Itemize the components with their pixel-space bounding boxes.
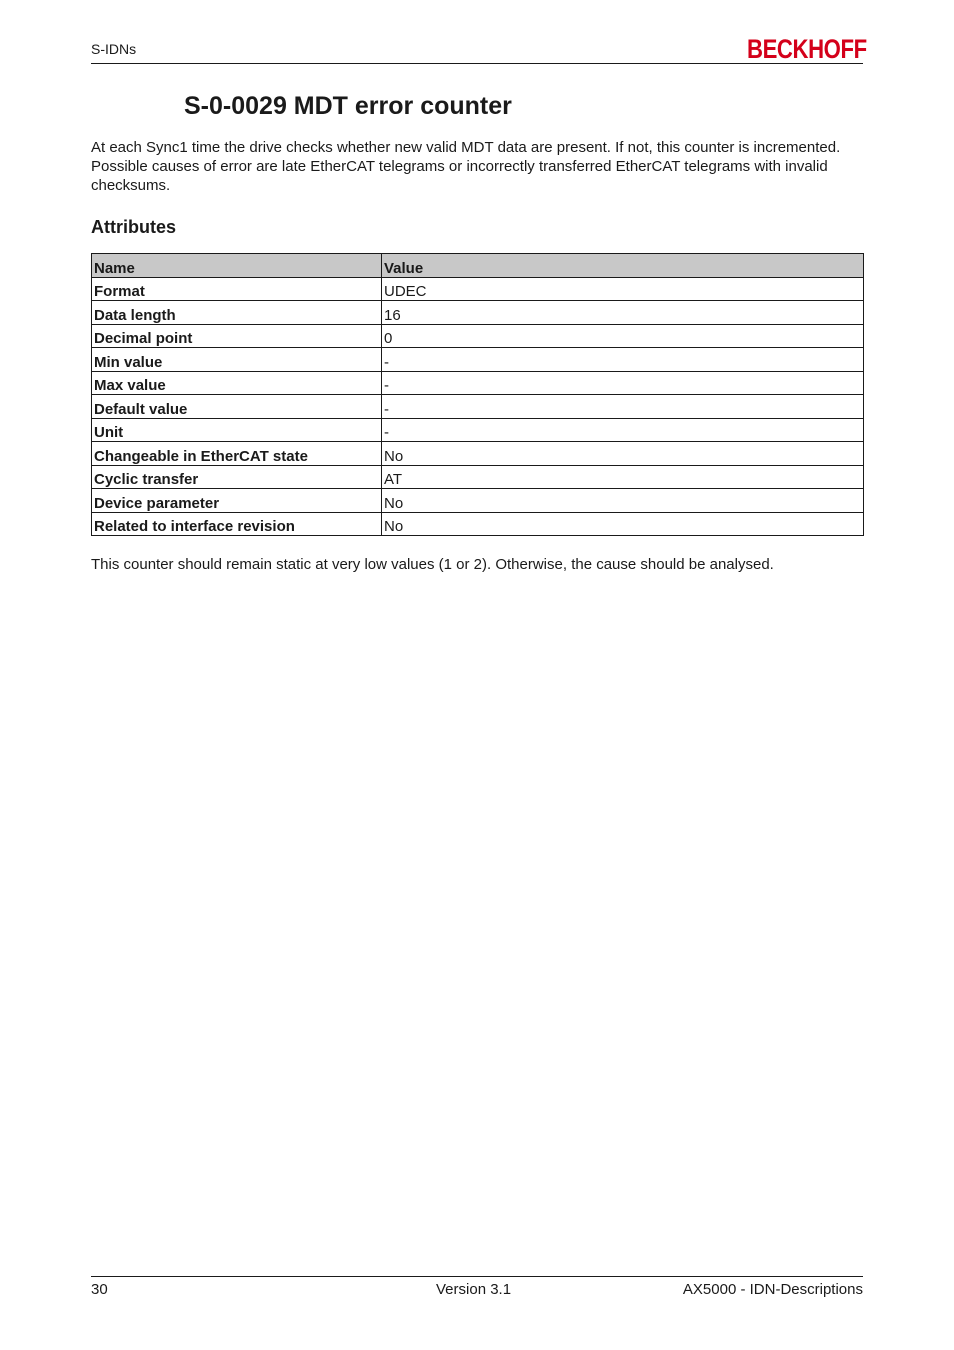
attribute-name: Unit [92, 418, 382, 442]
table-row [92, 348, 864, 372]
attribute-value: - [382, 371, 864, 395]
table-row [92, 465, 864, 489]
document-version: Version 3.1 [436, 1281, 512, 1298]
page-number: 30 [91, 1281, 108, 1298]
attribute-name: Default value [92, 395, 382, 419]
attributes-heading: Attributes [91, 217, 176, 237]
attribute-value: AT [382, 465, 864, 489]
attribute-value: No [382, 442, 864, 466]
attribute-value: 16 [382, 301, 864, 325]
footer-divider [91, 1276, 863, 1277]
header-divider [91, 63, 863, 64]
column-header-value: Value [382, 254, 864, 278]
intro-paragraph: At each Sync1 time the drive checks whether new valid MDT data are present. If not, this counter is incremented. Possible causes of error are late EtherCAT telegrams or incorrectly transferred EtherCAT telegrams with invalid checksums. [91, 139, 841, 194]
attributes-table [91, 253, 864, 536]
attribute-name: Max value [92, 371, 382, 395]
page-title: S-0-0029 MDT error counter [184, 92, 512, 120]
table-row [92, 277, 864, 301]
table-row [92, 442, 864, 466]
attribute-value: UDEC [382, 277, 864, 301]
column-header-name: Name [92, 254, 382, 278]
attribute-value: 0 [382, 324, 864, 348]
attribute-value: - [382, 348, 864, 372]
document-title: AX5000 - IDN-Descriptions [682, 1281, 863, 1298]
note-paragraph: This counter should remain static at very low values (1 or 2). Otherwise, the cause should be analysed. [91, 556, 774, 573]
attribute-name: Data length [92, 301, 382, 325]
attribute-name: Cyclic transfer [92, 465, 382, 489]
table-row [92, 418, 864, 442]
attribute-name: Decimal point [92, 324, 382, 348]
attribute-value: No [382, 489, 864, 513]
table-header-row [92, 254, 864, 278]
table-row [92, 489, 864, 513]
attribute-value: - [382, 395, 864, 419]
attribute-value: - [382, 418, 864, 442]
header-section-label: S-IDNs [91, 41, 137, 57]
attribute-name: Related to interface revision [92, 512, 382, 536]
attribute-name: Changeable in EtherCAT state [92, 442, 382, 466]
table-row [92, 512, 864, 536]
table-row [92, 395, 864, 419]
table-row [92, 301, 864, 325]
table-row [92, 371, 864, 395]
attribute-name: Device parameter [92, 489, 382, 513]
attribute-name: Min value [92, 348, 382, 372]
attribute-name: Format [92, 277, 382, 301]
attribute-value: No [382, 512, 864, 536]
beckhoff-logo: BECKHOFF [747, 34, 867, 64]
table-row [92, 324, 864, 348]
